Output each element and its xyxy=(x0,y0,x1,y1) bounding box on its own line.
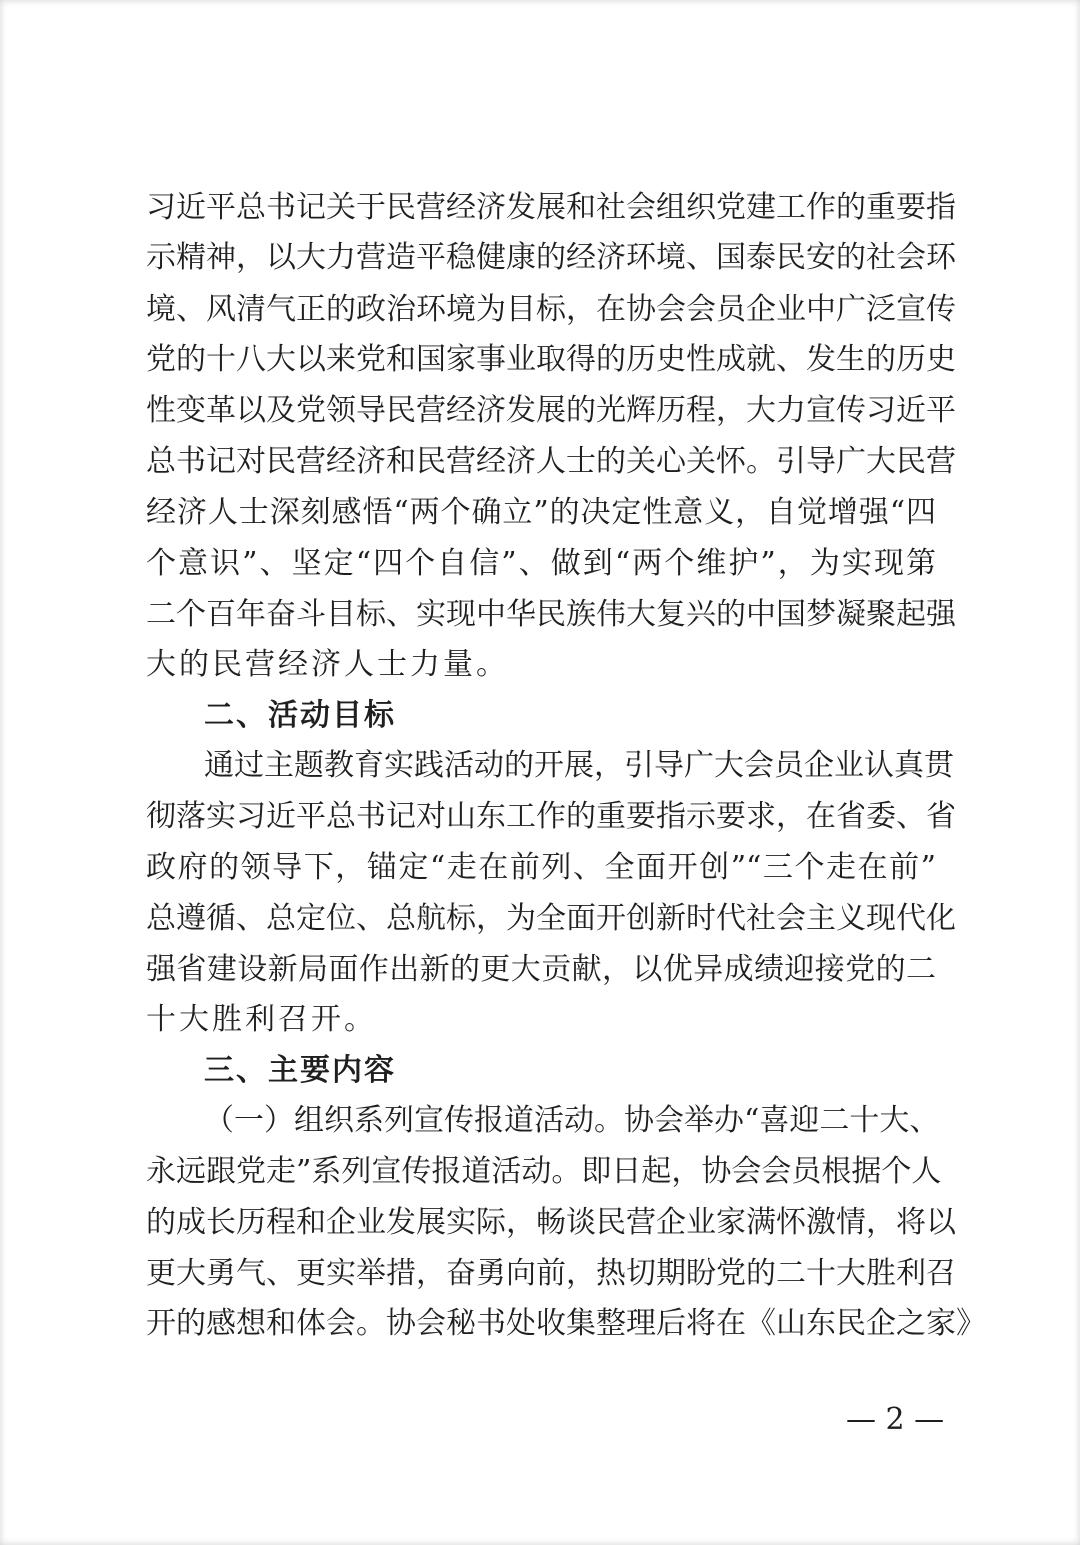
paragraph-3-line: 更大勇气、更实举措，奋勇向前，热切期盼党的二十大胜利召 xyxy=(146,1256,956,1291)
paragraph-3-line: 永远跟党走”系列宣传报道活动。即日起，协会会员根据个人 xyxy=(146,1154,942,1189)
section-heading-content: 三、主要内容 xyxy=(204,1053,396,1088)
section-heading-goals: 二、活动目标 xyxy=(204,698,396,733)
paragraph-2-line: 强省建设新局面作出新的更大贡献，以优异成绩迎接党的二 xyxy=(146,952,936,987)
paragraph-2-line: 总遵循、总定位、总航标，为全面开创新时代社会主义现代化 xyxy=(146,901,956,936)
paragraph-1-line: 性变革以及党领导民营经济发展的光辉历程，大力宣传习近平 xyxy=(146,393,956,428)
paragraph-1-line: 党的十八大以来党和国家事业取得的历史性成就、发生的历史 xyxy=(146,342,956,377)
paragraph-1-line: 二个百年奋斗目标、实现中华民族伟大复兴的中国梦凝聚起强 xyxy=(146,597,956,632)
paragraph-1-line: 总书记对民营经济和民营经济人士的关心关怀。引导广大民营 xyxy=(146,444,956,479)
page-number: — 2 — xyxy=(846,1402,945,1437)
paragraph-1-line: 习近平总书记关于民营经济发展和社会组织党建工作的重要指 xyxy=(146,190,956,225)
paragraph-3-line: 开的感想和体会。协会秘书处收集整理后将在《山东民企之家》 xyxy=(146,1306,986,1341)
paragraph-2-line: 政府的领导下，锚定“走在前列、全面开创”“三个走在前” xyxy=(146,850,936,885)
paragraph-1-line: 个意识”、坚定“四个自信”、做到“两个维护”，为实现第 xyxy=(146,546,936,581)
paragraph-3-line: 的成长历程和企业发展实际，畅谈民营企业家满怀激情，将以 xyxy=(146,1205,956,1240)
paragraph-1-line: 境、风清气正的政治环境为目标，在协会会员企业中广泛宣传 xyxy=(146,292,956,327)
paragraph-1-line: 示精神，以大力营造平稳健康的经济环境、国泰民安的社会环 xyxy=(146,240,956,275)
paragraph-2-line: 十大胜利召开。 xyxy=(146,1002,377,1037)
paragraph-2-line: 彻落实习近平总书记对山东工作的重要指示要求，在省委、省 xyxy=(146,799,956,834)
paragraph-3-line: （一）组织系列宣传报道活动。协会举办“喜迎二十大、 xyxy=(204,1103,940,1138)
paragraph-2-line: 通过主题教育实践活动的开展，引导广大会员企业认真贯 xyxy=(204,748,954,783)
paragraph-1-line: 大的民营经济人士力量。 xyxy=(146,647,509,682)
paragraph-1-line: 经济人士深刻感悟“两个确立”的决定性意义，自觉增强“四 xyxy=(146,495,936,530)
